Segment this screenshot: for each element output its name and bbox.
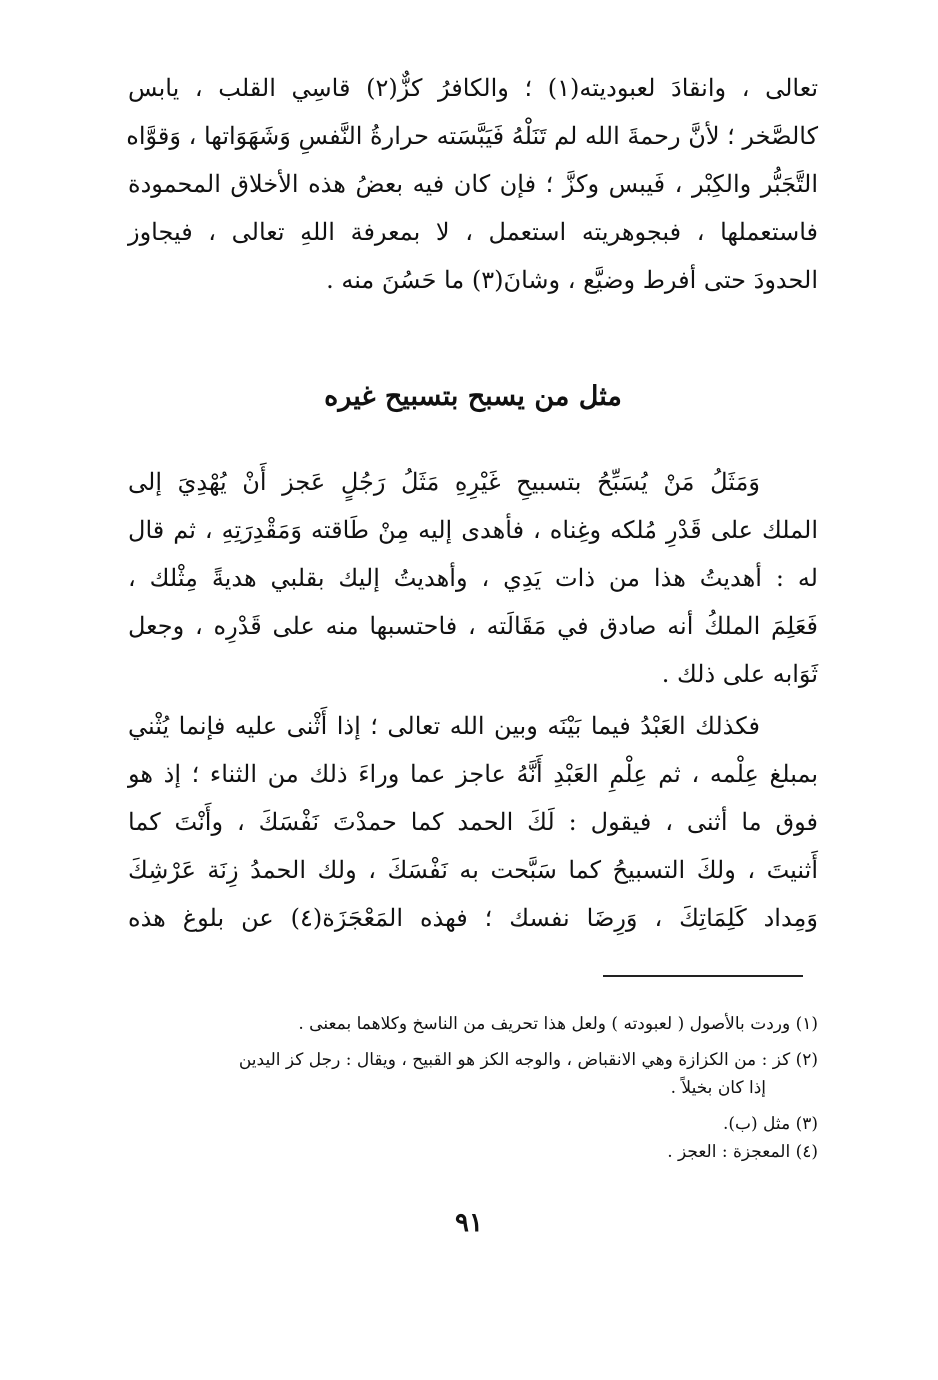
text-line: ثَوَابه على ذلك . (661, 660, 818, 688)
text-line: وَمِداد كَلِمَاتِكَ ، وَرِضَا نفسك ؛ فهذه المَعْجَزَة(٤) عن بلوغ هذه (128, 904, 819, 932)
text-line: فوق ما أثنى ، فيقول : لَكَ الحمد كما حمدْتَ نَفْسَكَ ، وأَنْتَ كما (128, 808, 818, 836)
text-line: كالصَّخر ؛ لأنَّ رحمةَ الله لم تَنَلْهُ فَيَبَّسَته حرارةُ النَّفسِ وَشَهَوَاتها ، وَقوَّاه (126, 122, 818, 150)
text-line: بمبلغ عِلْمه ، ثم عِلْمِ العَبْدِ أَنَّهُ عاجز عما وراءَ ذلك من الثناء ؛ إذ هو (128, 760, 818, 788)
text-line: وَمَثَلُ مَنْ يُسَبِّحُ بتسبيحِ غَيْرِهِ مَثَلُ رَجُلٍ عَجز أَنْ يُهْدِيَ إلى (128, 468, 760, 496)
text-line: الحدودَ حتى أفرط وضيَّع ، وشانَ(٣) ما حَسُنَ منه . (326, 266, 818, 294)
footnote-3: (٣) مثل (ب). (722, 1114, 818, 1134)
footnote-4: (٤) المعجزة : العجز . (667, 1142, 818, 1162)
footnote-divider (603, 975, 803, 977)
top-paragraph (128, 64, 818, 304)
footnotes (128, 1010, 818, 1166)
text-line: فكذلك العَبْدُ فيما بَيْنَه وبين الله تعالى ؛ إذا أَثْنى عليه فإنما يُثْني (128, 712, 760, 740)
text-line: فاستعملها ، فبجوهريته استعمل ، لا بمعرفة اللهِ تعالى ، فيجاوز (128, 218, 818, 246)
text-line: أَثنيتَ ، ولكَ التسبيحُ كما سَبَّحت به نَفْسَكَ ، ولك الحمدُ زِنَة عَرْشِكَ (128, 856, 818, 884)
text-line: الملك على قَدْرِ مُلكه وغِناه ، فأهدى إليه مِنْ طَاقته وَمَقْدِرَتِهِ ، ثم قال (128, 516, 818, 544)
footnote-1: (١) وردت بالأصول ( لعبودته ) ولعل هذا تحريف من الناسخ وكلاهما بمعنى . (298, 1014, 818, 1034)
page-number: ٩١ (455, 1208, 483, 1238)
paragraph-three (128, 702, 818, 942)
section-heading: مثل من يسبح بتسبيح غيره (324, 381, 622, 412)
footnote-2-continuation: إذا كان بخيلاً . (670, 1078, 766, 1098)
text-line: تعالى ، وانقادَ لعبوديته(١) ؛ والكافرُ كزٌّ(٢) قاسِي القلب ، يابس (128, 74, 818, 102)
text-line: التَّجَبُّر والكِبْر ، فَيبس وكزَّ ؛ فإن كان فيه بعضُ هذه الأخلاق المحمودة (128, 170, 818, 198)
text-line: له : أهديتُ هذا من ذات يَدِي ، وأهديتُ إليك بقلبي هديةً مِثْلك ، (128, 564, 818, 592)
paragraph-two (128, 458, 818, 698)
footnote-2: (٢) كز : من الكزازة وهي الانقباض ، والوجه الكز هو القبيح ، ويقال : رجل كز اليدين (238, 1050, 818, 1070)
text-line: فَعَلِمَ الملكُ أنه صادق في مَقَالَته ، فاحتسبها منه على قَدْرِه ، وجعل (128, 612, 818, 640)
